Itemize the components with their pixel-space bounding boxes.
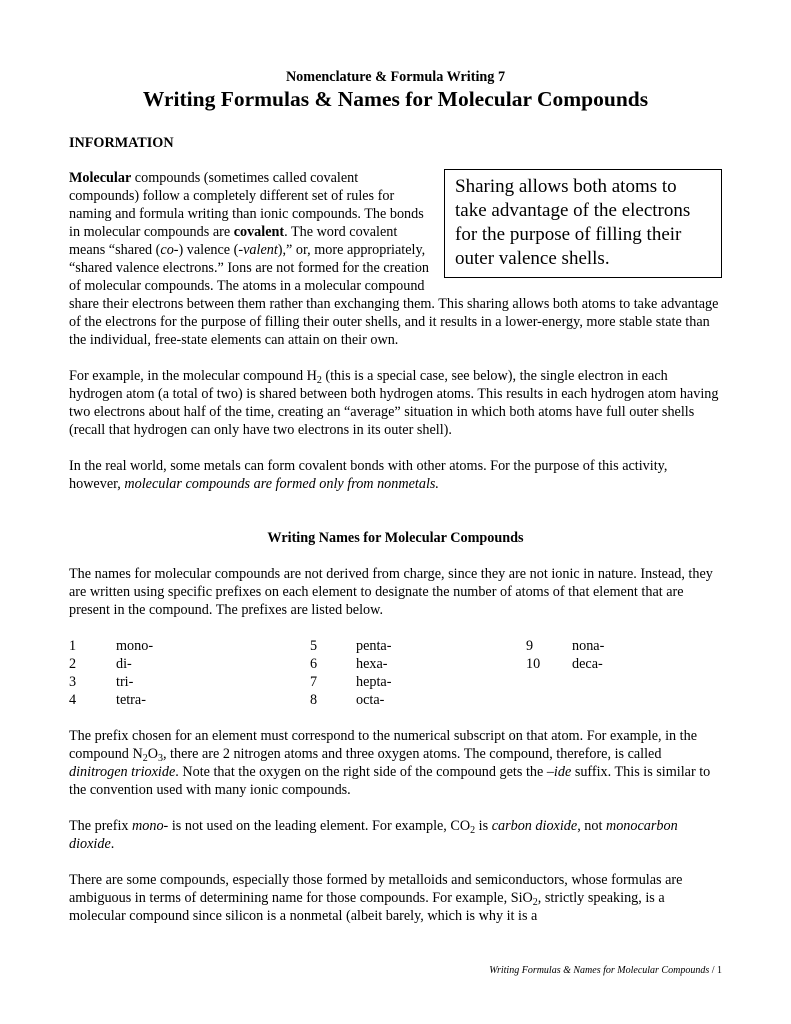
document-page	[69, 68, 722, 925]
prefix-number: 8	[310, 692, 318, 708]
prefix-number: 2	[69, 656, 77, 672]
prefix-name: penta-	[356, 638, 392, 654]
prefix-name: hexa-	[356, 656, 388, 672]
page-number: 1	[717, 965, 722, 976]
paragraph-hydrogen-example: For example, in the molecular compound $H_2$ (this is a special case, see below), the single electron in each hydrogen atom (a total of two) is shared between both hydrogen atoms. This results in each hydrogen atom having two electrons about half of the time, creating an “average” situation in which both atoms have full outer shells (recall that hydrogen can only have two electrons in its outer shell).	[69, 368, 719, 438]
paragraph-mono-rule: The prefix mono- is not used on the leading element. For example, $CO_2$ is carbon dioxide, not monocarbon dioxide.	[69, 818, 678, 852]
prefix-number: 7	[310, 674, 318, 690]
prefix-name: hepta-	[356, 674, 392, 690]
document-title: Writing Formulas & Names for Molecular Compounds	[142, 87, 649, 111]
footer-title: Writing Formulas & Names for Molecular Compounds	[489, 965, 710, 976]
footer-separator: /	[709, 965, 717, 976]
prefix-number: 6	[310, 656, 318, 672]
prefix-number: 9	[526, 638, 534, 654]
page-footer	[489, 965, 722, 977]
callout-box: Sharing allows both atoms to take advantage of the electrons for the purpose of filling their outer valence shells.	[444, 169, 722, 278]
prefix-table	[69, 637, 722, 709]
prefix-number: 4	[69, 692, 77, 708]
paragraph-ambiguous-compounds: There are some compounds, especially those formed by metalloids and semiconductors, whose formulas are ambiguous in terms of determining name for those compounds. For example, SiO$_2$, strictly speaking, is a molecular compound since silicon is a nonmetal (albeit barely, which is why it is a	[69, 872, 683, 924]
prefix-name: di-	[116, 656, 132, 672]
prefix-name: tetra-	[116, 692, 146, 708]
prefix-name: nona-	[572, 638, 605, 654]
prefix-name: octa-	[356, 692, 385, 708]
paragraph-prefix-subscript: The prefix chosen for an element must correspond to the numerical subscript on that atom. For example, in the compound $N_2O_3$, there are 2 nitrogen atoms and three oxygen atoms. The compound, therefore, is called dinitrogen trioxide. Note that the oxygen on the right side of the compound gets the –ide suffix. This is similar to the convention used with many ionic compounds.	[69, 728, 711, 798]
prefix-number: 5	[310, 638, 318, 654]
prefix-number: 10	[526, 656, 541, 672]
paragraph-prefixes-intro: The names for molecular compounds are not derived from charge, since they are not ionic in nature. Instead, they are written using specific prefixes on each element to designate the number of atoms of that element that are present in the compound. The prefixes are listed below.	[69, 566, 713, 618]
information-heading: INFORMATION	[69, 135, 174, 151]
paragraph-molecular-intro: Sharing allows both atoms to take advantage of the electrons for the purpose of filling their outer valence shells. Molecular compounds (sometimes called covalent compounds) follow a completely different set of rules for naming and formula writing than ionic compounds. The bonds in molecular compounds are covalent. The word covalent means “shared (co-) valence (-valent),” or, more appropriately, “shared valence electrons.” Ions are not formed for the creation of molecular compounds. The atoms in a molecular compound share their electrons between them rather than exchanging them. This sharing allows both atoms to take advantage of the electrons for the purpose of filling their outer shells, and it results in a lower-energy, more stable state than the individual, free-state elements can attain on their own.	[69, 169, 722, 349]
document-subtitle: Nomenclature & Formula Writing 7	[285, 69, 506, 85]
prefix-name: tri-	[116, 674, 134, 690]
section-title-writing-names: Writing Names for Molecular Compounds	[267, 530, 524, 546]
prefix-name: mono-	[116, 638, 154, 654]
prefix-name: deca-	[572, 656, 603, 672]
prefix-number: 3	[69, 674, 77, 690]
prefix-number: 1	[69, 638, 77, 654]
paragraph-nonmetals: In the real world, some metals can form covalent bonds with other atoms. For the purpose of this activity, however, molecular compounds are formed only from nonmetals.	[69, 458, 668, 492]
